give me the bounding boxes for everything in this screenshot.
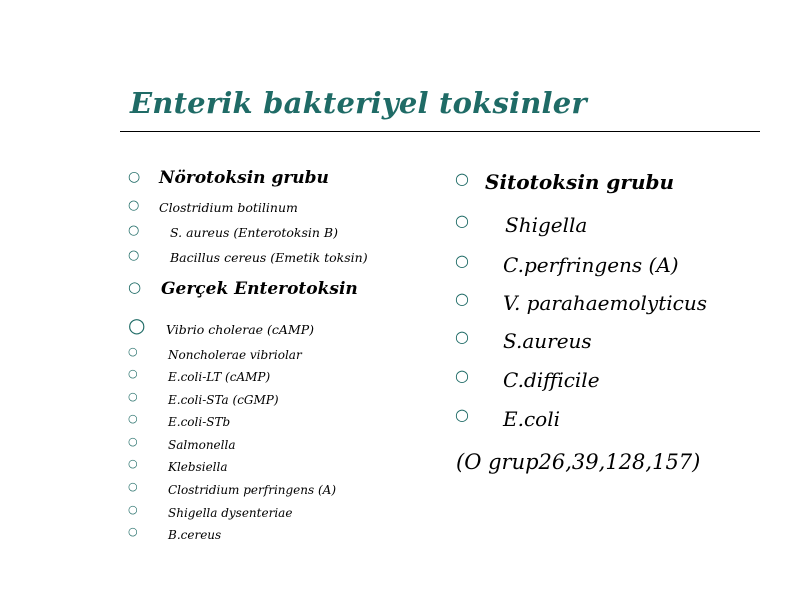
circle-bullet-icon: ○ <box>128 169 141 185</box>
circle-bullet-icon: ○ <box>455 169 469 188</box>
circle-bullet-icon: ○ <box>128 412 138 425</box>
circle-bullet-icon: ○ <box>128 198 140 213</box>
slide-title: Enterik bakteriyel toksinler <box>130 86 587 120</box>
circle-bullet-icon: ○ <box>128 248 140 263</box>
circle-bullet-icon: ○ <box>455 405 469 424</box>
circle-bullet-icon: ○ <box>128 313 146 337</box>
circle-bullet-icon: ○ <box>455 251 469 270</box>
circle-bullet-icon: ○ <box>455 289 469 308</box>
circle-bullet-icon: ○ <box>455 366 469 385</box>
serogroup-note: (O grup26,39,128,157) <box>456 450 701 474</box>
circle-bullet-icon: ○ <box>455 211 469 230</box>
circle-bullet-icon: ○ <box>128 435 138 448</box>
circle-bullet-icon: ○ <box>128 525 138 538</box>
circle-bullet-icon: ○ <box>128 278 142 296</box>
circle-bullet-icon: ○ <box>128 345 138 358</box>
circle-bullet-icon: ○ <box>128 390 138 403</box>
circle-bullet-icon: ○ <box>128 367 138 380</box>
circle-bullet-icon: ○ <box>455 327 469 346</box>
circle-bullet-icon: ○ <box>128 503 138 516</box>
title-divider <box>120 131 760 132</box>
circle-bullet-icon: ○ <box>128 223 140 238</box>
circle-bullet-icon: ○ <box>128 480 138 493</box>
circle-bullet-icon: ○ <box>128 457 138 470</box>
